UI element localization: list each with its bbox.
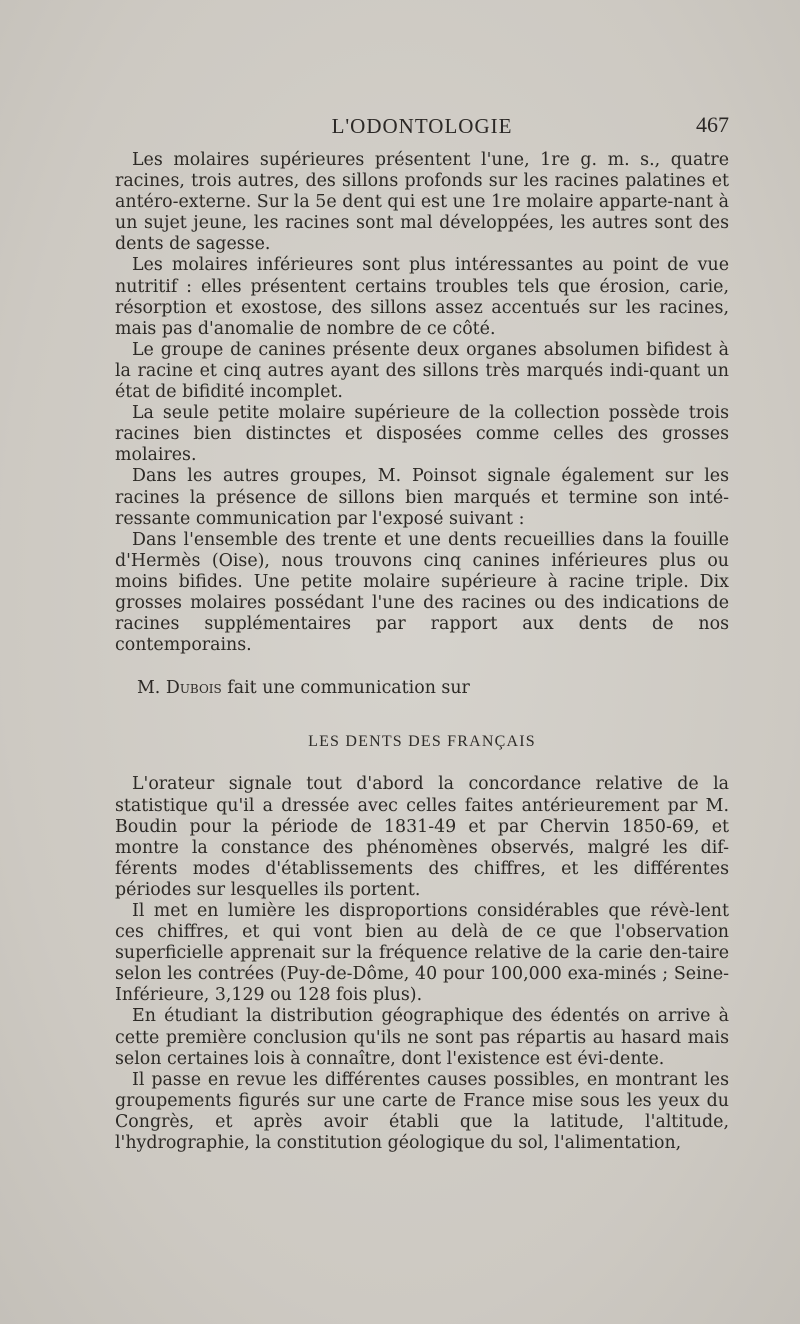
page-number: 467 bbox=[696, 112, 729, 137]
page-header bbox=[115, 108, 729, 142]
speaker-name: Dubois bbox=[165, 678, 222, 699]
paragraph: Les molaires inférieures sont plus intéressantes au point de vue nutritif : elles présentent certains troubles tels que érosion, carie, résorption et exostose, des sillons assez accentués sur les racines, mais pas d'anomalie de nombre de ce côté. bbox=[115, 255, 729, 339]
paragraph: Dans l'ensemble des trente et une dents recueillies dans la fouille d'Hermès (Oise), nous trouvons cinq canines inférieures plus ou moins bifides. Une petite molaire supérieure à racine triple. Dix grosses molaires possédant l'une des racines ou des indications de racines supplémentaires par rapport aux dents de nos contemporains. bbox=[115, 529, 729, 656]
intro-prefix: M. bbox=[137, 678, 166, 699]
paragraph: La seule petite molaire supérieure de la collection possède trois racines bien distinctes et disposées comme celles des grosses molaires. bbox=[115, 403, 729, 466]
section-heading: LES DENTS DES FRANÇAIS bbox=[308, 733, 536, 751]
paragraph: L'orateur signale tout d'abord la concordance relative de la statistique qu'il a dressée avec celles faites antérieurement par M. Boudin pour la période de 1831-49 et par Chervin 1850-69, et montre la constance des phénomènes observés, malgré les dif-férents modes d'établissements des chiffres, et les différentes périodes sur lesquelles ils portent. bbox=[115, 774, 729, 900]
paragraph: Dans les autres groupes, M. Poinsot signale également sur les racines la présence de sillons bien marqués et termine son inté-ressante communication par l'exposé suivant : bbox=[115, 466, 729, 529]
intro-rest: fait une communication sur bbox=[221, 678, 470, 699]
running-title: L'ODONTOLOGIE bbox=[331, 114, 513, 138]
body-text bbox=[115, 150, 729, 1154]
paragraph: Il met en lumière les disproportions considérables que révè-lent ces chiffres, et qui vont bien au delà de ce que l'observation superficielle apprenait sur la fréquence relative de la carie den-taire selon les contrées (Puy-de-Dôme, 40 pour 100,000 exa-minés ; Seine-Inférieure, 3,129 ou 128 fois plus). bbox=[115, 901, 729, 1006]
intro-line bbox=[115, 678, 729, 699]
paragraph: En étudiant la distribution géographique des édentés on arrive à cette première conclusion qu'ils ne sont pas répartis au hasard mais selon certaines lois à connaître, dont l'existence est évi-dente. bbox=[115, 1006, 729, 1069]
paragraph: Il passe en revue les différentes causes possibles, en montrant les groupements figurés sur une carte de France mise sous les yeux du Congrès, et après avoir établi que la latitude, l'altitude, l'hydrographie, la constitution géologique du sol, l'alimentation, bbox=[115, 1069, 729, 1154]
paragraph: Les molaires supérieures présentent l'une, 1re g. m. s., quatre racines, trois autres, des sillons profonds sur les racines palatines et antéro-externe. Sur la 5e dent qui est une 1re molaire apparte-nant à un sujet jeune, les racines sont mal développées, les autres sont des dents de sagesse. bbox=[115, 150, 729, 255]
paragraph: Le groupe de canines présente deux organes absolumen bifidest à la racine et cinq autres ayant des sillons très marqués indi-quant un état de bifidité incomplet. bbox=[115, 339, 729, 403]
